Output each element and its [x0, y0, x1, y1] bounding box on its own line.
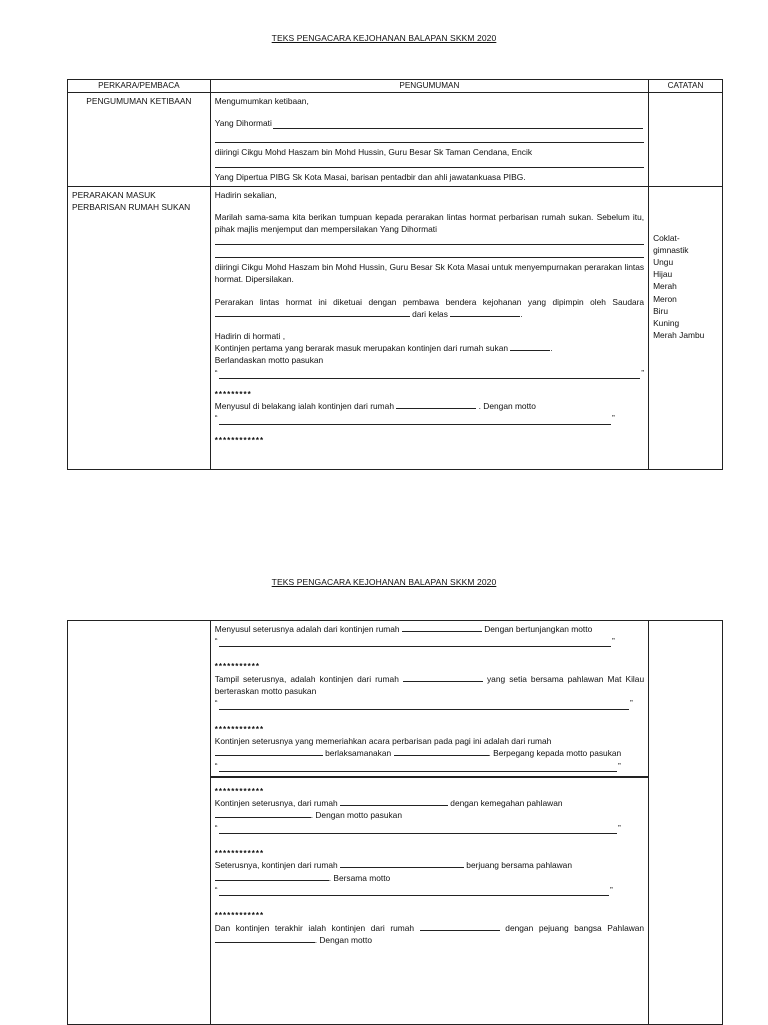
text-line: Menyusul seterusnya adalah dari kontinjen rumah Dengan bertunjangkan motto [214, 624, 593, 634]
blank-line[interactable] [215, 872, 329, 881]
catatan-cell [649, 92, 723, 186]
blank-line[interactable] [215, 809, 311, 818]
header-perkara: PERKARA/PEMBACA [68, 80, 211, 93]
text-line: Hadirin di hormati , [214, 330, 286, 341]
text-line: Perarakan lintas hormat ini diketuai dengan pembawa bendera kejohanan yang dipimpin oleh Saudara dari kelas . [214, 296, 645, 319]
announcement-table [67, 79, 723, 470]
motto-line[interactable]: “ ” [214, 822, 621, 833]
header-catatan: CATATAN [649, 80, 723, 93]
motto-line[interactable]: “ ” [214, 884, 613, 895]
separator-stars: ********* [214, 389, 252, 399]
text-line: Yang Dihormati [214, 118, 272, 129]
page-title: TEKS PENGACARA KEJOHANAN BALAPAN SKKM 2020 [271, 33, 497, 43]
text-line: Yang Dipertua PIBG Sk Kota Masai, barisan pentadbir dan ahli jawatankuasa PIBG. [214, 172, 526, 183]
blank-line[interactable] [396, 400, 476, 409]
text-line: Mengumumkan ketibaan, [214, 95, 309, 106]
motto-line[interactable]: “ ” [214, 367, 645, 378]
blank-line[interactable] [215, 158, 644, 168]
separator-stars: *********** [214, 662, 260, 672]
text-line: Kontinjen pertama yang berarak masuk merupakan kontinjen dari rumah sukan . [214, 343, 553, 354]
motto-line[interactable]: “ ” [214, 413, 615, 424]
text-line: Dan kontinjen terakhir ialah kontinjen dari rumah dengan pejuang bangsa Pahlawan . Dengan motto [214, 922, 645, 945]
header-pengumuman: PENGUMUMAN [210, 80, 648, 93]
page-title: TEKS PENGACARA KEJOHANAN BALAPAN SKKM 2020 [271, 577, 497, 587]
row-content [210, 186, 648, 469]
text-line: Menyusul di belakang ialah kontinjen dari rumah . Dengan motto [214, 401, 536, 412]
row-label [68, 186, 211, 469]
row-label: PENGUMUMAN KETIBAAN [68, 92, 211, 186]
blank-line[interactable] [403, 673, 483, 682]
text-line: Seterusnya, kontinjen dari rumah berjuang bersama pahlawan [214, 860, 572, 871]
blank-line[interactable] [215, 747, 323, 756]
label-line: PERBARISAN RUMAH SUKAN [72, 201, 191, 212]
blank-line[interactable] [340, 797, 448, 806]
label-line: PERARAKAN MASUK [72, 189, 156, 200]
blank-line[interactable] [510, 342, 550, 351]
table-row [68, 92, 723, 186]
row-content [210, 621, 648, 1025]
text-line: . Bersama motto [215, 872, 644, 884]
separator-stars: ************ [214, 786, 265, 796]
separator-stars: ************ [214, 435, 265, 445]
blank-line[interactable] [215, 308, 410, 317]
blank-line[interactable] [450, 308, 520, 317]
text-line: Kontinjen seterusnya yang memeriahkan acara perbarisan pada pagi ini adalah dari rumah [214, 736, 552, 747]
divider [211, 776, 648, 778]
motto-line[interactable]: “ ” [214, 636, 615, 647]
text-line: . Dengan motto pasukan [215, 809, 644, 821]
catatan-item: Coklat- [653, 232, 680, 243]
motto-line[interactable]: “ ” [214, 760, 621, 771]
blank-line[interactable] [215, 133, 644, 143]
text-line: berlaksamanakan . Berpegang kepada motto pasukan [215, 747, 644, 759]
catatan-item: Meron [653, 293, 677, 304]
catatan-item: Kuning [653, 317, 680, 328]
catatan-item: gimnastik [653, 244, 689, 255]
text-line: Hadirin sekalian, [214, 189, 277, 200]
blank-line[interactable] [394, 747, 489, 756]
separator-stars: ************ [214, 724, 265, 734]
motto-line[interactable]: “ ” [214, 698, 633, 709]
catatan-cell [649, 186, 723, 469]
catatan-item: Biru [653, 305, 668, 316]
text-line: Berlandaskan motto pasukan [214, 355, 324, 366]
row-content [210, 92, 648, 186]
catatan-item: Ungu [653, 257, 674, 268]
blank-line[interactable] [215, 934, 315, 943]
announcement-table [67, 620, 723, 1025]
text-line: Marilah sama-sama kita berikan tumpuan kepada perarakan lintas hormat perbarisan rumah sukan. Sebelum itu, pihak majlis menjemput dan mempersilakan Yang Dihormati [214, 211, 645, 235]
separator-stars: ************ [214, 911, 265, 920]
text-line: Kontinjen seterusnya, dari rumah dengan kemegahan pahlawan [214, 798, 563, 809]
catatan-item: Merah [653, 281, 677, 292]
blank-line[interactable] [273, 120, 643, 129]
text-line: diiringi Cikgu Mohd Haszam bin Mohd Hussin, Guru Besar Sk Taman Cendana, Encik [214, 147, 533, 158]
table-header-row [68, 80, 723, 93]
separator-stars: ************ [214, 848, 265, 858]
text-line: Tampil seterusnya, adalah kontinjen dari rumah yang setia bersama pahlawan Mat Kilau berteraskan motto pasukan [214, 673, 645, 697]
catatan-cell [649, 621, 723, 1025]
table-row [68, 621, 723, 1025]
blank-line[interactable] [215, 235, 644, 245]
blank-line[interactable] [215, 248, 644, 258]
row-label [68, 621, 211, 1025]
blank-line[interactable] [402, 623, 482, 632]
catatan-item: Hijau [653, 269, 673, 280]
text-line: diiringi Cikgu Mohd Haszam bin Mohd Hussin, Guru Besar Sk Kota Masai untuk menyempurnakan perarakan lintas hormat. Dipersilakan. [214, 262, 645, 285]
blank-line[interactable] [340, 859, 464, 868]
blank-line[interactable] [420, 922, 500, 931]
catatan-item: Merah Jambu [653, 330, 705, 341]
table-row [68, 186, 723, 469]
